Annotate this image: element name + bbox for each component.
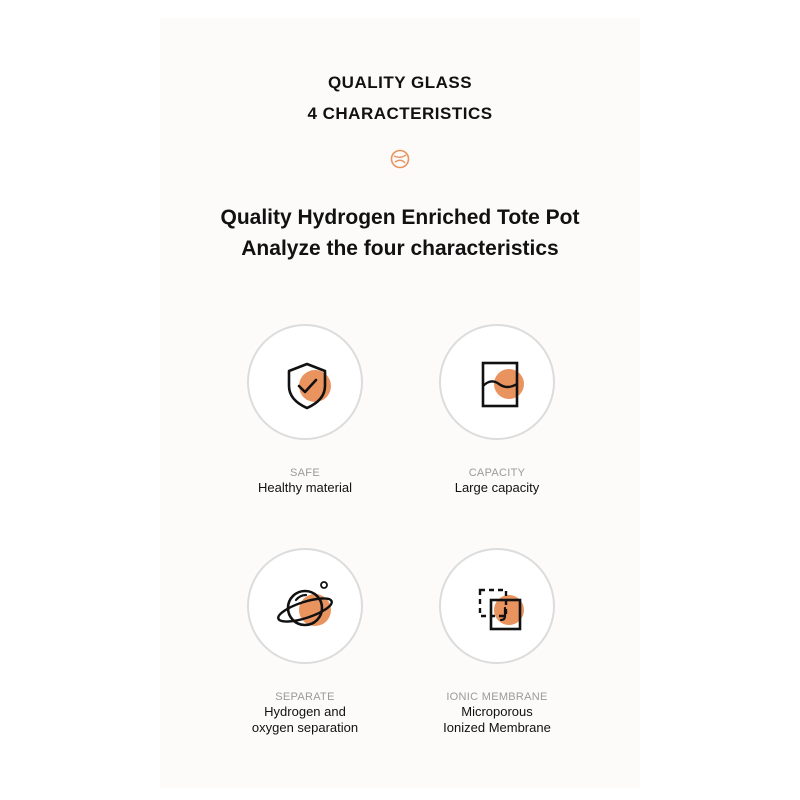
feature-safe-circle xyxy=(247,324,363,440)
feature-capacity-caption xyxy=(397,466,597,496)
planet-icon xyxy=(249,550,365,666)
feature-desc: Large capacity xyxy=(454,480,540,495)
subtitle-line-1: Quality Hydrogen Enriched Tote Pot xyxy=(220,206,580,229)
feature-desc: Hydrogen and xyxy=(264,704,346,719)
feature-desc: Healthy material xyxy=(258,480,352,495)
subtitle-line-2: Analyze the four characteristics xyxy=(241,237,559,260)
feature-membrane-caption xyxy=(397,690,597,736)
feature-title: IONIC MEMBRANE xyxy=(446,691,548,703)
glass-emblem-icon xyxy=(389,148,411,170)
background-panel xyxy=(160,18,640,788)
feature-desc-2: oxygen separation xyxy=(251,720,359,735)
feature-desc: Microporous xyxy=(461,704,533,719)
feature-capacity-circle xyxy=(439,324,555,440)
feature-title: SAFE xyxy=(290,467,320,479)
feature-separate-caption xyxy=(205,690,405,736)
feature-membrane-circle xyxy=(439,548,555,664)
membrane-icon xyxy=(441,550,557,666)
shield-check-icon xyxy=(249,326,365,442)
subtitle xyxy=(0,202,800,264)
capacity-frame-icon xyxy=(441,326,557,442)
header-line-1: QUALITY GLASS xyxy=(327,73,473,92)
header-line-2: 4 CHARACTERISTICS xyxy=(307,104,493,123)
feature-separate-circle xyxy=(247,548,363,664)
feature-desc-2: Ionized Membrane xyxy=(443,720,551,735)
feature-title: SEPARATE xyxy=(275,691,335,703)
feature-safe-caption xyxy=(205,466,405,496)
feature-title: CAPACITY xyxy=(468,467,526,479)
